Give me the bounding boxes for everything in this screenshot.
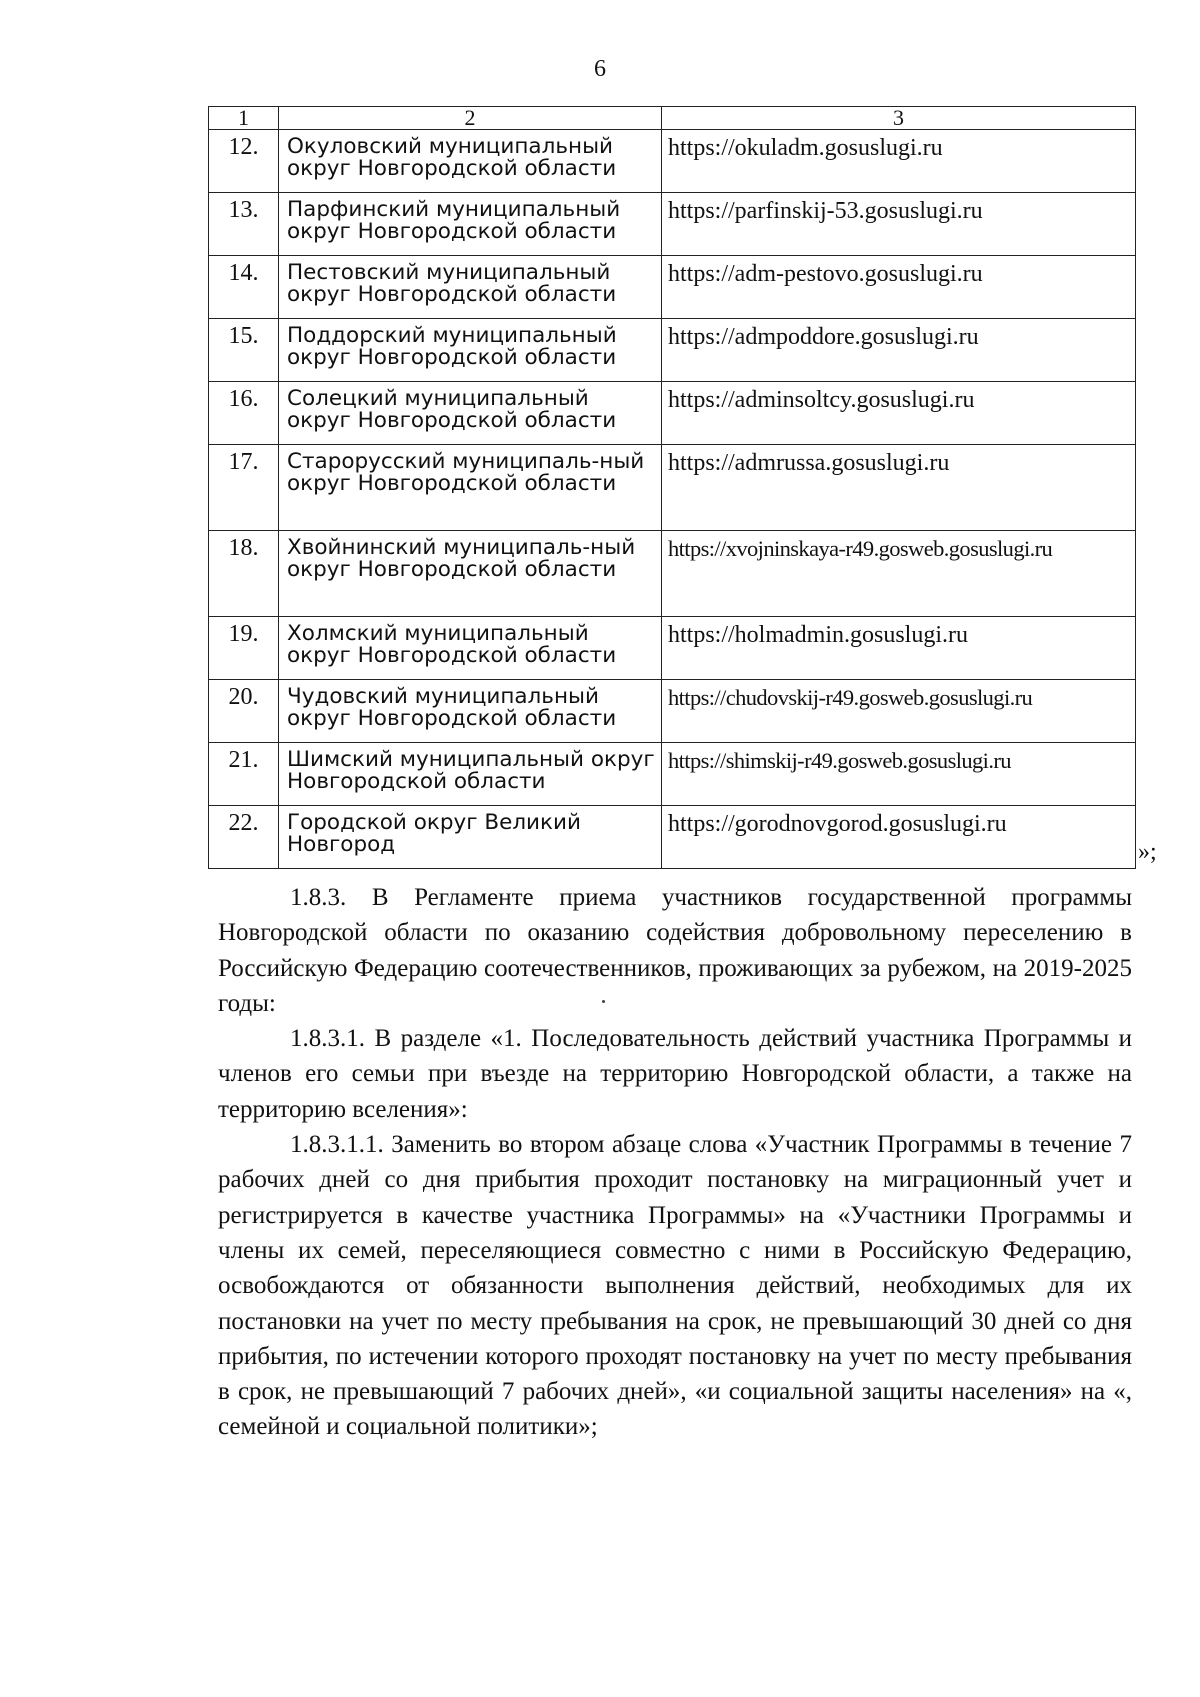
table-row [209,256,1136,319]
website-url: https://xvojninskaya-r49.gosweb.gosuslugi.ru [662,531,1136,617]
municipality-name: Холмский муниципальный округ Новгородской области [279,617,662,680]
row-number: 16. [209,382,279,445]
municipality-name: Пестовский муниципальный округ Новгородской области [279,256,662,319]
website-url: https://holmadmin.gosuslugi.ru [662,617,1136,680]
municipality-name: Старорусский муниципаль-ный округ Новгородской области [279,445,662,531]
table-row [209,319,1136,382]
table-row [209,617,1136,680]
paragraph-1-8-3-1: 1.8.3.1. В разделе «1. Последовательность действий участника Программы и членов его семьи при въезде на территорию Новгородской области, а также на территорию вселения»: [218,1025,1132,1123]
municipality-name: Шимский муниципальный округ Новгородской области [279,743,662,806]
column-header-name: 2 [279,107,662,130]
municipality-name: Парфинский муниципальный округ Новгородской области [279,193,662,256]
website-url: https://adm-pestovo.gosuslugi.ru [662,256,1136,319]
row-number: 15. [209,319,279,382]
table-row [209,806,1136,869]
municipality-name: Солецкий муниципальный округ Новгородской области [279,382,662,445]
row-number: 20. [209,680,279,743]
row-number: 14. [209,256,279,319]
website-url: https://shimskij-r49.gosweb.gosuslugi.ru [662,743,1136,806]
table-row [209,680,1136,743]
table-row [209,193,1136,256]
amendment-text [218,880,1132,1445]
municipality-name: Хвойнинский муниципаль-ный округ Новгородской области [279,531,662,617]
closing-quote: »; [1138,839,1157,865]
municipality-name: Чудовский муниципальный округ Новгородской области [279,680,662,743]
website-url: https://gorodnovgorod.gosuslugi.ru [662,806,1136,869]
page-number: 6 [594,56,606,82]
table-row [209,130,1136,193]
table-row [209,531,1136,617]
table-header-row [209,107,1136,130]
column-header-url: 3 [662,107,1136,130]
row-number: 12. [209,130,279,193]
row-number: 17. [209,445,279,531]
row-number: 22. [209,806,279,869]
paragraph-1-8-3-1-1: 1.8.3.1.1. Заменить во втором абзаце слова «Участник Программы в течение 7 рабочих дней со дня прибытия проходит постановку на миграционный учет и регистрируется в качестве участника Программы» на «Участники Программы и члены их семей, переселяющиеся совместно с ними в Российскую Федерацию, освобождаются от обязанности выполнения действий, необходимых для их постановки на учет по месту пребывания на срок, не превышающий 30 дней со дня прибытия, по истечении которого проходят постановку на учет по месту пребывания в срок, не превышающий 7 рабочих дней», «и социальной защиты населения» на «, семейной и социальной политики»; [218,1131,1132,1441]
website-url: https://admrussa.gosuslugi.ru [662,445,1136,531]
website-url: https://chudovskij-r49.gosweb.gosuslugi.ru [662,680,1136,743]
table-row [209,382,1136,445]
row-number: 18. [209,531,279,617]
row-number: 19. [209,617,279,680]
row-number: 13. [209,193,279,256]
website-url: https://okuladm.gosuslugi.ru [662,130,1136,193]
table-row [209,445,1136,531]
paragraph-1-8-3: 1.8.3. В Регламенте приема участников государственной программы Новгородской области по оказанию содействия добровольному переселению в Российскую Федерацию соотечественников, проживающих за рубежом, на 2019-2025 годы: [218,884,1132,1017]
municipality-name: Городской округ Великий Новгород [279,806,662,869]
municipality-name: Окуловский муниципальный округ Новгородской области [279,130,662,193]
municipal-websites-table [208,106,1136,869]
column-header-number: 1 [209,107,279,130]
row-number: 21. [209,743,279,806]
website-url: https://admpoddore.gosuslugi.ru [662,319,1136,382]
website-url: https://parfinskij-53.gosuslugi.ru [662,193,1136,256]
municipality-name: Поддорский муниципальный округ Новгородской области [279,319,662,382]
website-url: https://adminsoltcy.gosuslugi.ru [662,382,1136,445]
table-row [209,743,1136,806]
